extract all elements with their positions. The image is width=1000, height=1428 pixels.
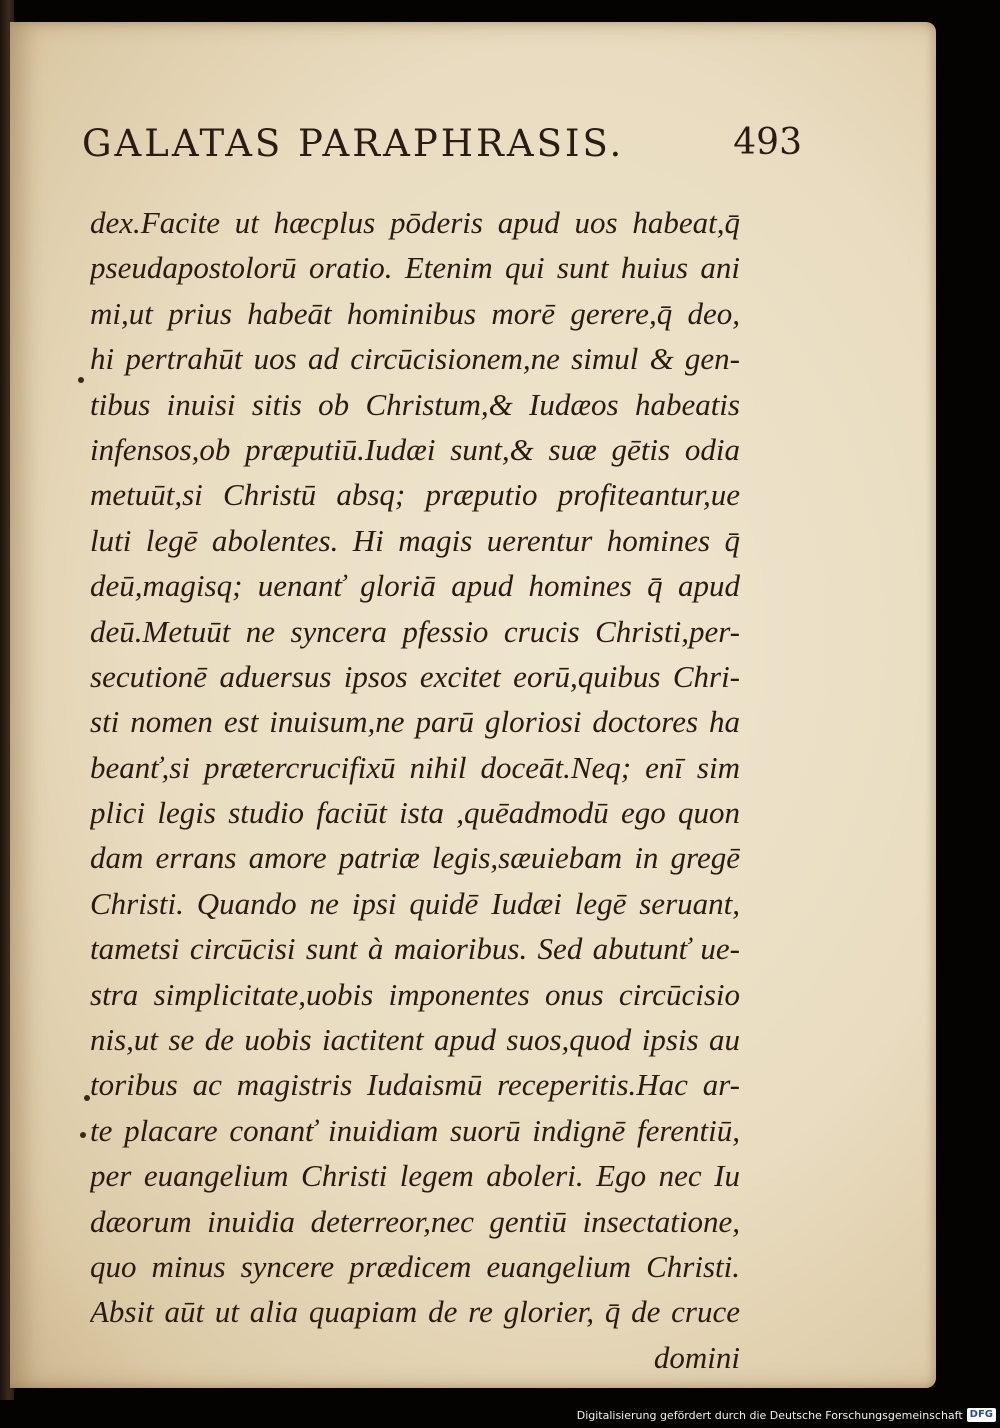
text-line: te placare conanť inuidiam suorū indignē ferentiū, — [90, 1112, 740, 1148]
text-line: plici legis studio faciūt ista ,quēadmodū ego quon — [90, 795, 740, 831]
ink-mark — [84, 1095, 90, 1101]
text-line: quo minus syncere prædicem euangelium Christi. — [90, 1248, 740, 1284]
text-line: pseudapostolorū oratio. Etenim qui sunt huius ani — [90, 250, 740, 286]
running-head: GALATAS PARAPHRASIS. — [82, 122, 625, 165]
body-text — [90, 200, 740, 1380]
text-line: dæorum inuidia deterreor,nec gentiū insectatione, — [90, 1203, 740, 1239]
text-line: luti legē abolentes. Hi magis uerentur homines q̄ — [90, 522, 740, 558]
text-line: metuūt,si Christū absq; præputio profiteantur,ue — [90, 477, 740, 513]
text-line: dex.Facite ut hæcplus pōderis apud uos habeat,q̄ — [90, 205, 740, 240]
text-line: Absit aūt ut alia quapiam de re glorier, q̄ de cruce — [90, 1294, 740, 1330]
page-number: 493 — [733, 122, 802, 163]
text-line: dam errans amore patriæ legis,sæuiebam in gregē — [90, 840, 740, 876]
text-line: per euangelium Christi legem aboleri. Ego nec Iu — [90, 1158, 740, 1194]
book-page — [10, 22, 936, 1388]
text-line: Christi. Quando ne ipsi quidē Iudæi legē seruant, — [90, 885, 740, 921]
text-line: tametsi circūcisi sunt à maioribus. Sed abutunť ue- — [90, 931, 740, 967]
text-line: tibus inuisi sitis ob Christum,& Iudæos habeatis — [90, 386, 740, 422]
text-line: mi,ut prius habeāt hominibus morē gerere,q̄ deo, — [90, 295, 740, 331]
text-line: secutionē aduersus ipsos excitet eorū,quibus Chri- — [90, 658, 740, 694]
text-line: nis,ut se de uobis iactitent apud suos,quod ipsis au — [90, 1022, 740, 1058]
text-line: infensos,ob præputiū.Iudæi sunt,& suæ gētis odia — [90, 431, 740, 467]
text-line: domini — [653, 1339, 740, 1375]
digitization-credit: Digitalisierung gefördert durch die Deutsche Forschungsgemeinschaft — [576, 1408, 963, 1422]
ink-mark — [80, 1132, 86, 1138]
ink-mark — [78, 377, 84, 383]
text-line: toribus ac magistris Iudaismū receperitis.Hac ar- — [90, 1067, 740, 1103]
text-line: beanť,si prætercrucifixū nihil doceāt.Neq; enī sim — [90, 749, 740, 785]
page-header — [82, 122, 802, 182]
text-line: deū.Metuūt ne syncera pfessio crucis Christi,per- — [90, 613, 740, 649]
text-line: deū,magisq; uenanť gloriā apud homines q̄ apud — [90, 568, 740, 604]
dfg-logo-icon: DFG — [967, 1408, 996, 1422]
text-line: sti nomen est inuisum,ne parū gloriosi doctores ha — [90, 704, 740, 740]
digitization-footer — [577, 1406, 996, 1424]
text-line: hi pertrahūt uos ad circūcisionem,ne simul & gen- — [90, 341, 740, 377]
text-line: stra simplicitate,uobis imponentes onus circūcisio — [90, 976, 740, 1012]
